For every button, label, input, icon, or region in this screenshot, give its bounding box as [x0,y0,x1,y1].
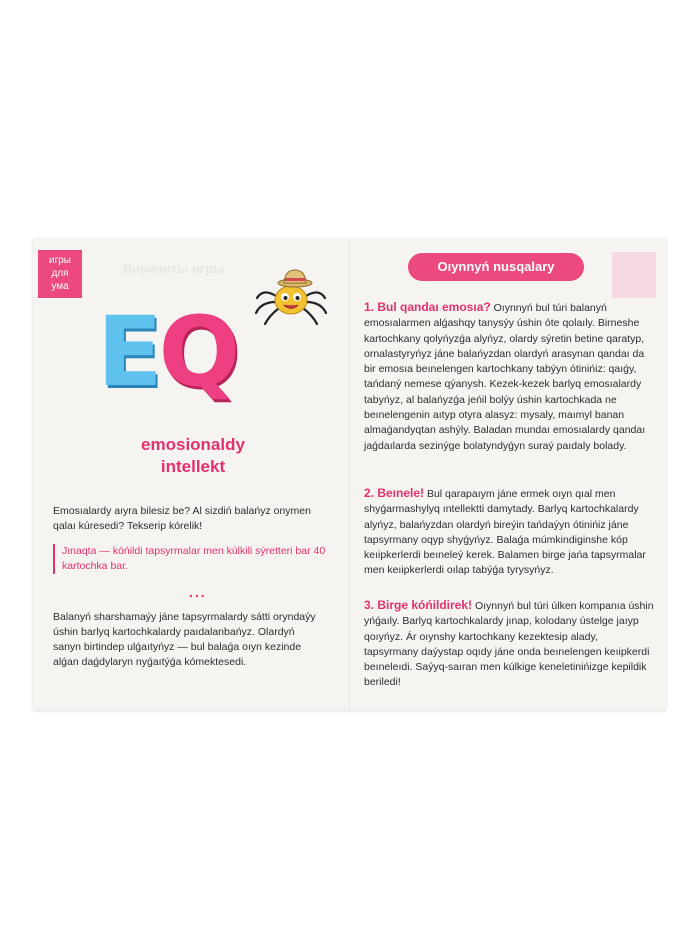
ghost-tag [612,252,656,298]
section-body: Bul qarapaıym jáne ermek oıyn qıal men shyǵarmashylyq ıntellektti damytady. Barlyq kartochkalardy alyńyz, balańyzdan olardyń bireýin tańdaýyn ótinińiz jáne tapsyrmany oqyp shyǵyńyz. Balaǵa múmkindiginshe kóp keıipkerlerdi beıneleý kerek. Balamen birge jańa tapsyrmalar men keıipkerlerdi oılap tabýǵa tyrysyńyz. [364,488,646,577]
logo-letter-q: Q [158,296,237,408]
note-box: Jınaqta — kóńildi tapsyrmalar men kúlkili sýretteri bar 40 kartochka bar. [53,544,332,574]
section-heading: 3. Birge kóńildirek! [364,598,473,612]
subtitle-line: emosionaldy [141,435,245,454]
section-heading: 1. Bul qandaı emosıa? [364,300,491,314]
brand-tag-line: для [51,268,69,279]
section-heading: 2. Beınele! [364,486,425,500]
intro-paragraph: Emosıalardy aıyra bilesiz be? Al sizdiń balańyz onymen qalaı kúresedi? Tekserip kórelik! [53,505,311,532]
dots-separator: ... [189,584,207,600]
section-body: Oıynnyń bul túri balanyń emosıalarmen alǵashqy tanysýy úshin óte qolaıly. Birneshe kartochkany qolyńyzǵa alyńyz, olardy sýretin betine qaratyp, ornalastyryńyz jáne balańyzdan olardyń arasynan qandaı da bir emosıa beınelengen kartochkany tabýyn ótinińiz: qaıǵy, tańdaný nemese qýanysh. Kezek-kezek barlyq emosıalardy tabyńyz, al balańyzǵa jeńil bolýy úshin kartochkada ne beınelengenin aıtyp otyra alasyz: mysaly, maımyl banan almaǵandyqtan ashýly. Baladan mundaı emosıalardy qandaı jaǵdaılarda sezinýge bolatyndyǵyn suraý paıdaly bolady. [364,302,646,452]
eq-logo [97,296,237,408]
outro-paragraph: Balanyń sharshamaýy jáne tapsyrmalardy sátti oryndaýy úshin barlyq kartochkalardy paıdalanbańyz. Olardyń sanyn birtindep ulǵaıtyńyz — bul balaǵa oıyn kezinde alǵan daǵdylaryn nyǵaıtýǵa kómektesedi. [53,611,316,668]
brand-tag-line: ума [51,281,69,292]
subtitle [93,434,293,478]
brand-tag [38,250,82,298]
section-body: Oıynnyń bul túri úlken kompanıa úshin yńǵaıly. Barlyq kartochkalardy jınap, kolodany ústelge jaıyp qoıyńyz. Ár oıynshy kartochkany kezektesip alady, tapsyrmany daýystap oqıdy jáne onda beınelengen keıipkerdi beıneleıdi. Saýyq-saıran men kúlkige keneletinińizge kepildik beriledi! [364,600,654,689]
spider-icon [251,258,331,328]
left-page [33,238,349,710]
section-3 [364,598,654,691]
brand-tag-line: игры [49,255,71,266]
section-1 [364,300,654,454]
section-2 [364,486,654,579]
page-title: Oıynnyń nusqalary [408,253,584,281]
logo-letter-e: E [97,296,159,408]
subtitle-line: intellekt [160,457,226,476]
right-page [350,238,666,710]
ghost-heading: Варианты игры [123,261,225,276]
